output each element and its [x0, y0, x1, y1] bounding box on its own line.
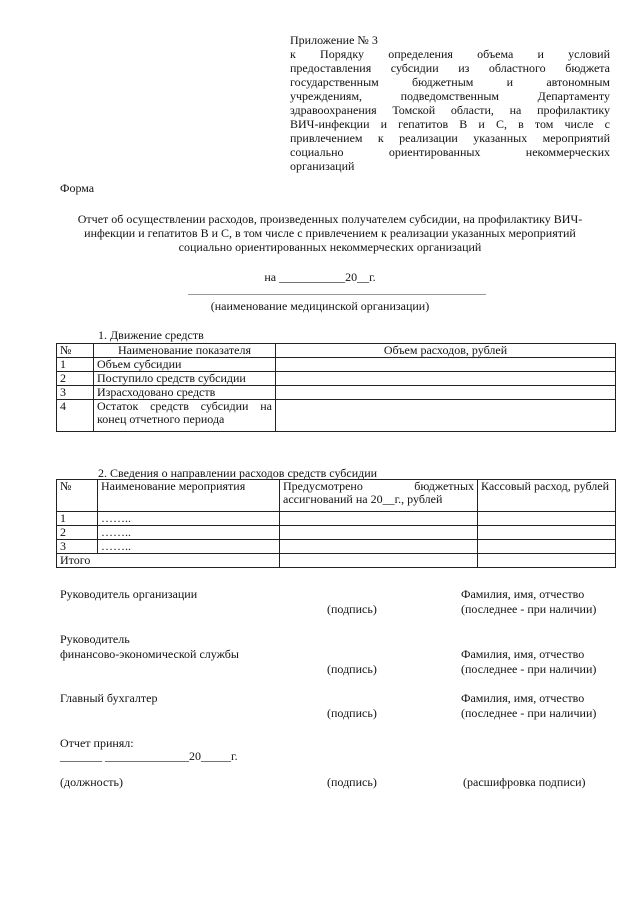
annex-line: учреждениям, подведомственным Департаменту	[290, 89, 610, 103]
section1-title: 1. Движение средств	[98, 328, 204, 342]
header-cell: Наименование мероприятия	[98, 480, 280, 512]
amount-cell[interactable]	[276, 386, 616, 400]
finance-role-line2: финансово-экономической службы	[60, 647, 239, 661]
table-row	[57, 526, 616, 540]
indicator-name: Объем субсидии	[94, 358, 276, 372]
annex-title: Приложение № 3	[290, 33, 378, 47]
header-cell: Кассовый расход, рублей	[478, 480, 616, 512]
head-name-note: (последнее - при наличии)	[461, 602, 597, 616]
accepted-label: Отчет принял:	[60, 736, 134, 750]
annex-line: ВИЧ-инфекции и гепатитов В и С, в том числе с	[290, 117, 610, 131]
header-cell: №	[57, 344, 94, 358]
report-title	[40, 212, 620, 254]
row-number: 1	[57, 358, 94, 372]
annex-line: привлечением к реализации указанных мероприятий	[290, 131, 610, 145]
cash-expense-cell[interactable]	[478, 512, 616, 526]
accountant-name-note: (последнее - при наличии)	[461, 706, 597, 720]
amount-cell[interactable]	[276, 372, 616, 386]
form-label: Форма	[60, 181, 95, 195]
row-number: 4	[57, 400, 94, 432]
indicator-name: Поступило средств субсидии	[94, 372, 276, 386]
annex-block	[290, 33, 610, 173]
annex-line: здравоохранения Томской области, на профилактику	[290, 103, 610, 117]
table-row	[57, 512, 616, 526]
funds-movement-table	[56, 343, 616, 432]
report-title-line: Отчет об осуществлении расходов, произведенных получателем субсидии, на профилактику ВИЧ-	[77, 212, 583, 226]
row-number: 3	[57, 386, 94, 400]
indicator-name: Остаток средств субсидии на конец отчетного периода	[94, 400, 276, 432]
annex-line: социально ориентированных некоммерческих	[290, 145, 610, 159]
accountant-sign-caption: (подпись)	[327, 706, 377, 720]
table-row	[57, 386, 616, 400]
cash-expense-cell[interactable]	[478, 540, 616, 554]
total-label: Итого	[57, 554, 280, 568]
report-title-line: социально ориентированных некоммерческих организаций	[178, 240, 482, 254]
table-row	[57, 358, 616, 372]
row-number: 2	[57, 372, 94, 386]
row-number: 2	[57, 526, 98, 540]
header-cell: Предусмотрено бюджетных ассигнований на 20__г., рублей	[280, 480, 478, 512]
org-name-caption: (наименование медицинской организации)	[210, 299, 430, 313]
annex-line: к Порядку определения объема и условий	[290, 47, 610, 61]
report-date-line: на ___________20__г.	[264, 270, 376, 284]
org-name-rule	[188, 294, 486, 295]
head-role: Руководитель организации	[60, 587, 198, 601]
finance-name-caption: Фамилия, имя, отчество	[461, 647, 585, 661]
indicator-name: Израсходовано средств	[94, 386, 276, 400]
table-total-row	[57, 554, 616, 568]
row-number: 1	[57, 512, 98, 526]
annex-line: государственным бюджетным и автономным	[290, 75, 610, 89]
finance-name-note: (последнее - при наличии)	[461, 662, 597, 676]
header-cell: Объем расходов, рублей	[276, 344, 616, 358]
accepted-position-caption: (должность)	[60, 775, 123, 789]
amount-cell[interactable]	[276, 400, 616, 432]
report-title-line: инфекции и гепатитов В и С, в том числе с привлечением к реализации указанных мероприятий	[84, 226, 576, 240]
expenses-table	[56, 479, 616, 568]
accountant-role: Главный бухгалтер	[60, 691, 158, 705]
table-header-row	[57, 344, 616, 358]
head-name-caption: Фамилия, имя, отчество	[461, 587, 585, 601]
table-row	[57, 400, 616, 432]
planned-amount-cell[interactable]	[280, 526, 478, 540]
table-header-row	[57, 480, 616, 512]
planned-amount-cell[interactable]	[280, 540, 478, 554]
accountant-name-caption: Фамилия, имя, отчество	[461, 691, 585, 705]
cash-total-cell[interactable]	[478, 554, 616, 568]
head-sign-caption: (подпись)	[327, 602, 377, 616]
table-row	[57, 372, 616, 386]
finance-role-line1: Руководитель	[60, 632, 130, 646]
planned-total-cell[interactable]	[280, 554, 478, 568]
header-cell: №	[57, 480, 98, 512]
activity-name[interactable]: ……..	[98, 512, 280, 526]
cash-expense-cell[interactable]	[478, 526, 616, 540]
finance-sign-caption: (подпись)	[327, 662, 377, 676]
activity-name[interactable]: ……..	[98, 526, 280, 540]
accepted-sign-caption: (подпись)	[327, 775, 377, 789]
accepted-date-line: _______ ______________20_____г.	[60, 749, 238, 763]
header-cell: Наименование показателя	[94, 344, 276, 358]
annex-line: предоставления субсидии из областного бюджета	[290, 61, 610, 75]
row-number: 3	[57, 540, 98, 554]
accepted-decode-caption: (расшифровка подписи)	[463, 775, 586, 789]
section2-title: 2. Сведения о направлении расходов средств субсидии	[98, 466, 378, 480]
planned-amount-cell[interactable]	[280, 512, 478, 526]
amount-cell[interactable]	[276, 358, 616, 372]
activity-name[interactable]: ……..	[98, 540, 280, 554]
annex-line: организаций	[290, 159, 355, 173]
table-row	[57, 540, 616, 554]
